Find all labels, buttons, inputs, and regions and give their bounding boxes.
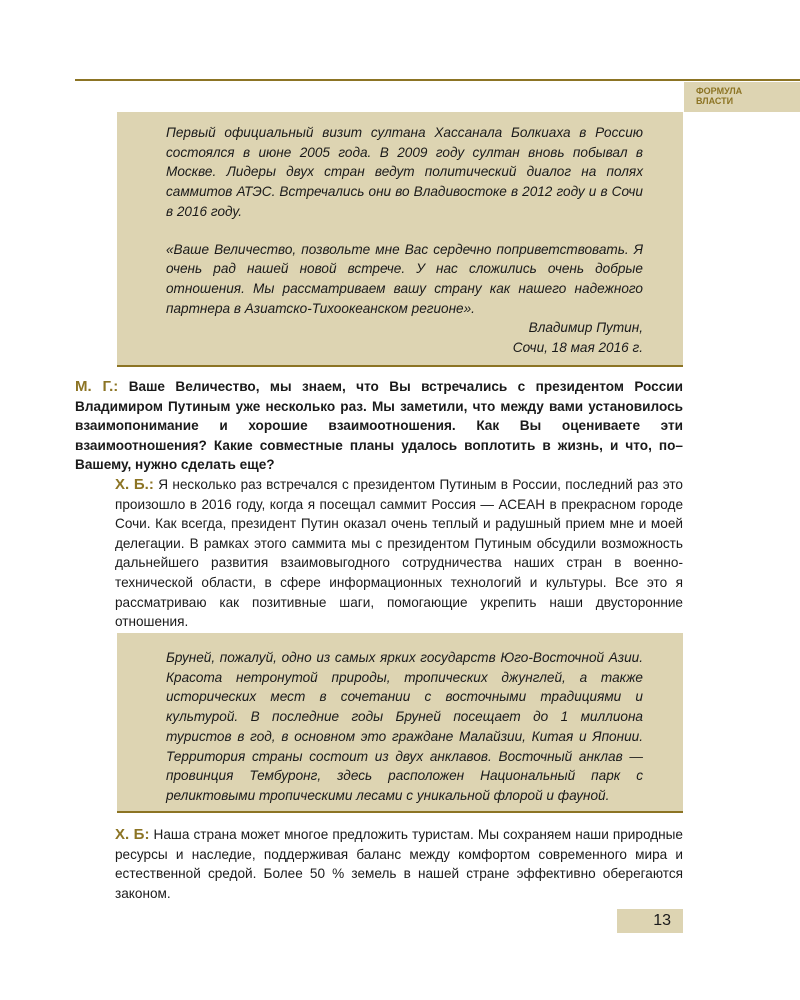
answer-text: Наша страна может многое предложить туристам. Мы сохраняем наши природные ресурсы и наследие, поддерживая баланс между комфортом современного мира и естественной средой. Более 50 % земель в нашей стране эффективно оберегаются законом. xyxy=(115,827,683,901)
quote-bottom-rule xyxy=(117,365,683,367)
quote-bottom-rule xyxy=(117,811,683,813)
question-paragraph xyxy=(75,377,683,475)
interview-block-2 xyxy=(75,825,683,903)
question-speaker: М. Г.: xyxy=(75,378,119,395)
answer-paragraph xyxy=(75,475,683,632)
section-label-line1: ФОРМУЛА xyxy=(696,86,743,96)
answer-speaker: Х. Б.: xyxy=(115,475,154,493)
question-text: Ваше Величество, мы знаем, что Вы встречались с президентом России Владимиром Путиным уже несколько раз. Мы заметили, что между вами установилось взаимопонимание и хорошие взаимоотношения. Как Вы оцениваете эти взаимоотношения? Какие совместные планы удалось воплотить в жизнь, и что, по–Вашему, нужно сделать еще? xyxy=(75,379,684,473)
page-number: 13 xyxy=(617,909,683,933)
quote-paragraph: «Ваше Величество, позвольте мне Вас сердечно поприветствовать. Я очень рад нашей новой встрече. У нас сложились очень добрые отношения. Мы рассматриваем вашу страну как нашего надежного партнера в Азиатско-Тихоокеанском регионе». xyxy=(166,241,643,316)
quote-signature-place: Сочи, 18 мая 2016 г. xyxy=(512,340,643,356)
quote-paragraph: Первый официальный визит султана Хассанала Болкиаха в Россию состоялся в июне 2005 года. В 2009 году султан вновь побывал в Москве. Лидеры двух стран ведут политический диалог на полях саммитов АТЭС. Встречались они во Владивостоке в 2012 году и в Сочи в 2016 году. xyxy=(166,125,643,219)
answer-text: Я несколько раз встречался с президентом Путиным в России, последний раз это произошло в 2016 году, когда я посещал саммит Россия — АСЕАН в прекрасном городе Сочи. Как всегда, президент Путин оказал очень теплый и радушный прием мне и моей делегации. В рамках этого саммита мы с президентом Путиным обсудили возможность дальнейшего развития взаимовыгодного сотрудничества наших стран в военно-технической области, в сфере информационных технологий и культуры. Все это я рассматриваю как позитивные шаги, помогающие укрепить наши двусторонние отношения. xyxy=(115,476,683,630)
answer-paragraph xyxy=(75,825,683,903)
section-label xyxy=(684,82,800,112)
section-label-line2: ВЛАСТИ xyxy=(696,96,734,106)
header-rule xyxy=(75,79,800,81)
quote-signature-name: Владимир Путин, xyxy=(528,320,643,336)
interview-block-1 xyxy=(75,377,683,632)
quote-paragraph: Бруней, пожалуй, одно из самых ярких государств Юго-Восточной Азии. Красота нетронутой природы, тропических джунглей, а также исторических мест в сочетании с восточными традициями и культурой. В последние годы Бруней посещает до 1 миллиона туристов в год, в основном это граждане Малайзии, Китая и Японии. Территория страны состоит из двух анклавов. Восточный анклав — провинция Тембуронг, здесь расположен Национальный парк с реликтовыми тропическими лесами с уникальной флорой и фауной. xyxy=(166,650,643,803)
answer-speaker: Х. Б: xyxy=(115,826,150,843)
quote-box-putin xyxy=(117,112,683,367)
quote-box-brunei xyxy=(117,633,683,813)
